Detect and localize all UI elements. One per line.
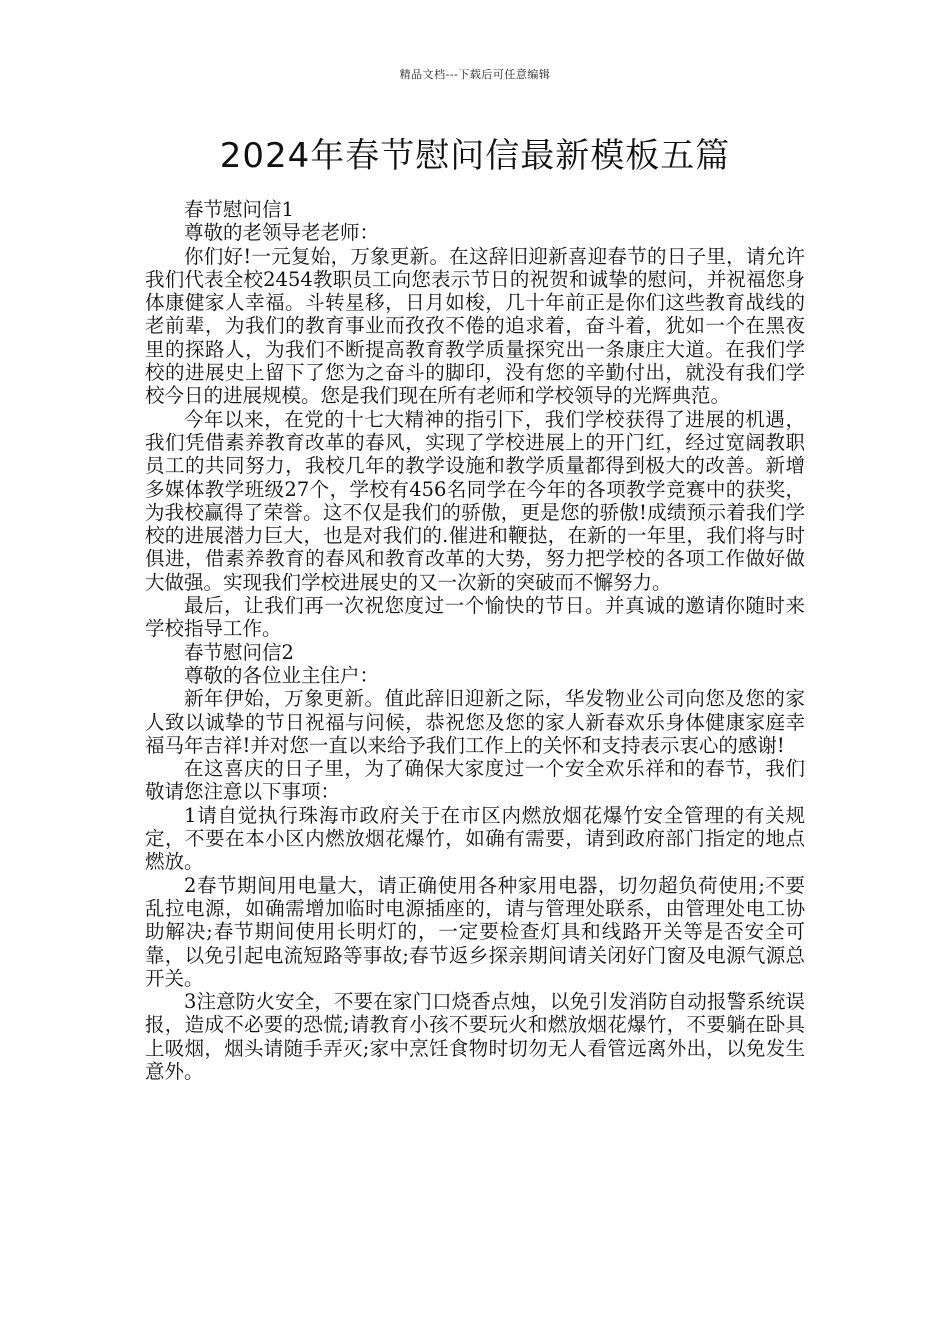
letter-heading: 春节慰问信2 <box>184 640 294 664</box>
body-paragraph: 你们好!一元复始，万象更新。在这辞旧迎新喜迎春节的日子里，请允许我们代表全校2454教职员工向您表示节日的祝贺和诚挚的慰问，并祝福您身体康健家人幸福。斗转星移，日月如梭，几十年前正是你们这些教育战线的老前辈，为我们的教育事业而孜孜不倦的追求着，奋斗着，犹如一个在黑夜里的探路人，为我们不断提高教育教学质量探究出一条康庄大道。在我们学校的进展史上留下了您为之奋斗的脚印，没有您的辛勤付出，就没有我们学校今日的进展规模。您是我们现在所有老师和学校领导的光辉典范。 <box>145 244 805 408</box>
body-paragraph: 今年以来，在党的十七大精神的指引下，我们学校获得了进展的机遇，我们凭借素养教育改革的春风，实现了学校进展上的开门红，经过宽阔教职员工的共同努力，我校几年的教学设施和教学质量都得到极大的改善。新增多媒体教学班级27个，学校有456名同学在今年的各项教学竞赛中的获奖，为我校赢得了荣誉。这不仅是我们的骄傲，更是您的骄傲!成绩预示着我们学校的进展潜力巨大，也是对我们的.催进和鞭挞，在新的一年里，我们将与时俱进，借素养教育的春风和教育改革的大势，努力把学校的各项工作做好做大做强。实现我们学校进展史的又一次新的突破而不懈努力。 <box>145 407 805 594</box>
letter-heading: 春节慰问信1 <box>184 198 294 221</box>
salutation: 尊敬的各位业主住户： <box>184 663 380 687</box>
salutation: 尊敬的老领导老老师： <box>184 221 380 245</box>
body-paragraph: 在这喜庆的日子里，为了确保大家度过一个安全欢乐祥和的春节，我们敬请您注意以下事项： <box>145 757 805 804</box>
document-body <box>145 198 805 1083</box>
body-paragraph: 新年伊始，万象更新。值此辞旧迎新之际，华发物业公司向您及您的家人致以诚挚的节日祝福与问候，恭祝您及您的家人新春欢乐身体健康家庭幸福马年吉祥!并对您一直以来给予我们工作上的关怀和支持表示衷心的感谢! <box>145 687 805 757</box>
notice-item: 1请自觉执行珠海市政府关于在市区内燃放烟花爆竹安全管理的有关规定，不要在本小区内燃放烟花爆竹，如确有需要，请到政府部门指定的地点燃放。 <box>145 803 805 874</box>
page-header: 精品文档---下载后可任意编辑 <box>399 68 551 81</box>
notice-item: 2春节期间用电量大，请正确使用各种家用电器，切勿超负荷使用;不要乱拉电源，如确需增加临时电源插座的，请与管理处联系，由管理处电工协助解决;春节期间使用长明灯的，一定要检查灯具和线路开关等是否安全可靠，以免引起电流短路等事故;春节返乡探亲期间请关闭好门窗及电源气源总开关。 <box>145 873 805 990</box>
notice-item: 3注意防火安全，不要在家门口烧香点烛，以免引发消防自动报警系统误报，造成不必要的恐慌;请教育小孩不要玩火和燃放烟花爆竹，不要躺在卧具上吸烟，烟头请随手弄灭;家中烹饪食物时切勿无人看管远离外出，以免发生意外。 <box>145 990 805 1083</box>
body-paragraph: 最后，让我们再一次祝您度过一个愉快的节日。并真诚的邀请你随时来学校指导工作。 <box>145 594 805 641</box>
document-title: 2024年春节慰问信最新模板五篇 <box>219 136 731 176</box>
